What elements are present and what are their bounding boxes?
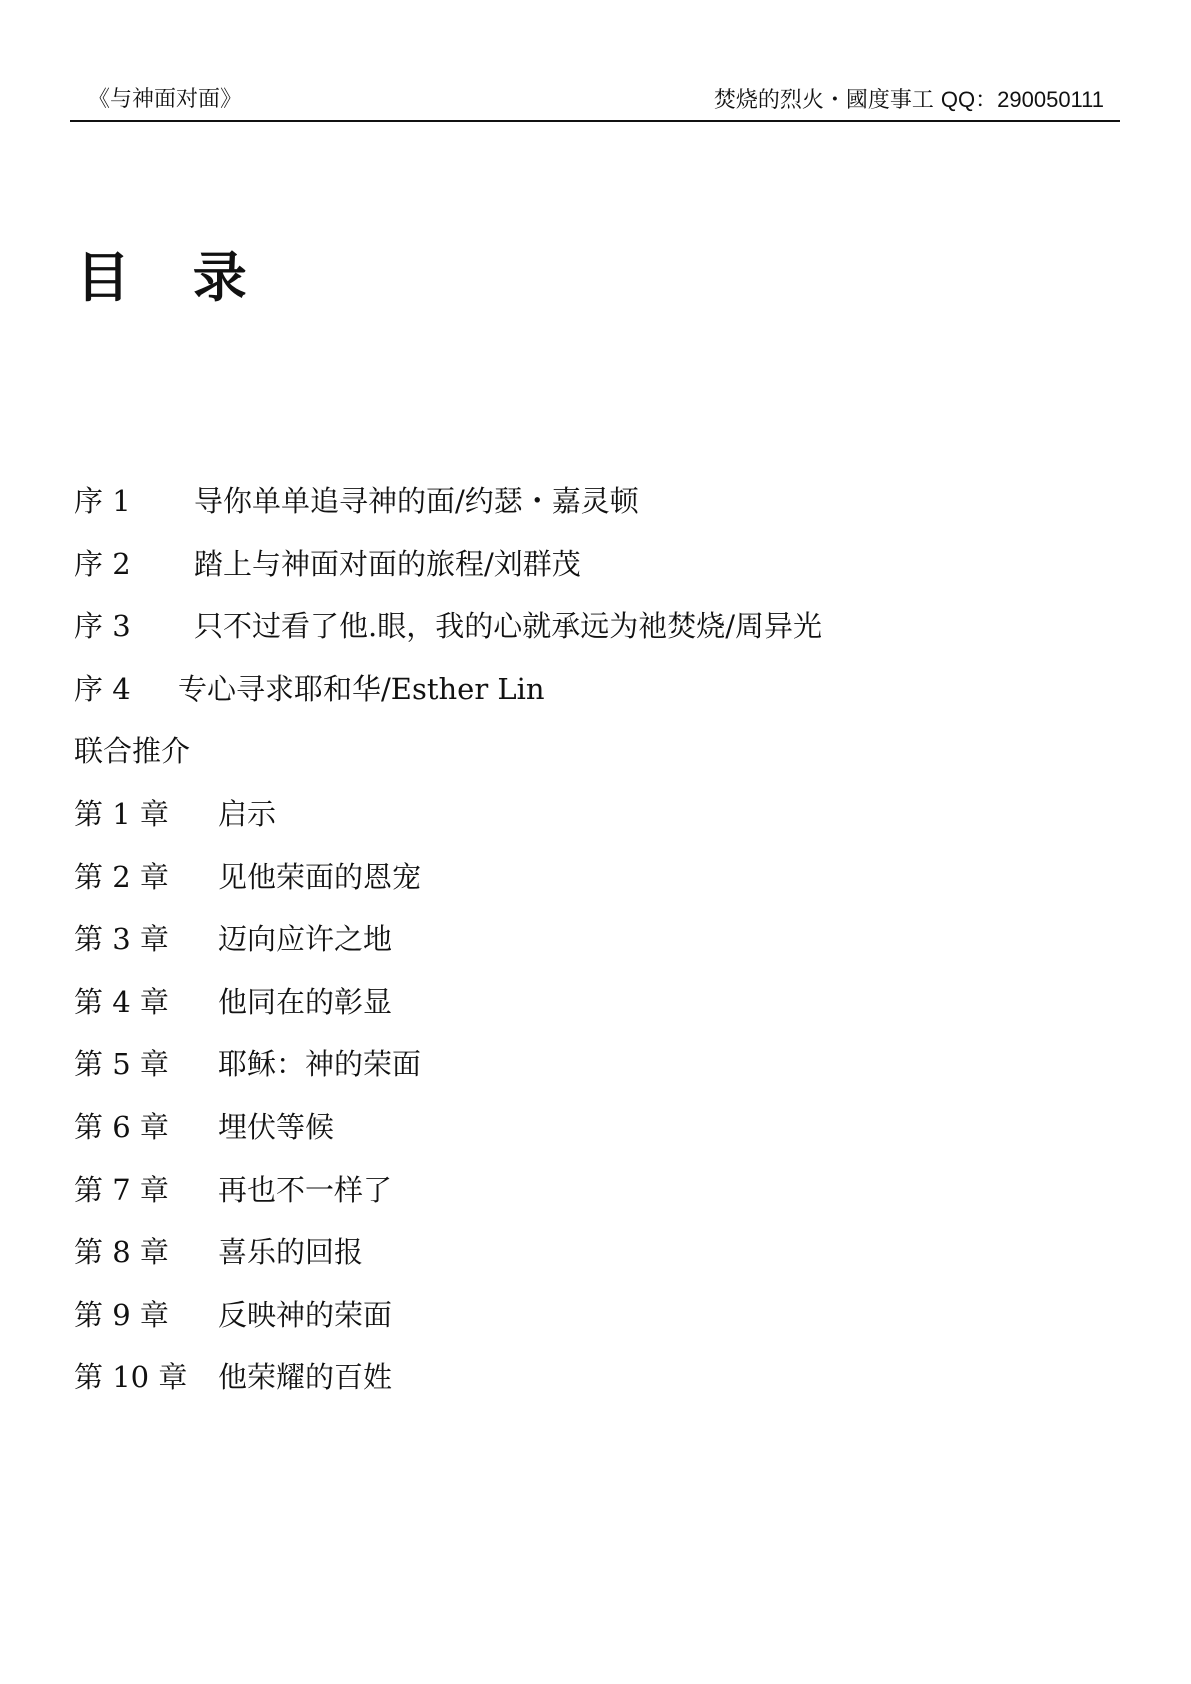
toc-entry-preface-2: [74, 533, 1094, 596]
toc-entry-label: 第 2 章: [74, 859, 169, 894]
toc-entry-label: 第 10 章: [74, 1360, 188, 1395]
toc-entry-title: 只不过看了他.眼，我的心就承远为祂焚烧/周异光: [194, 609, 822, 644]
toc-entry-joint-recommendation: [74, 720, 1094, 783]
toc-entry-title: 他同在的彰显: [218, 984, 393, 1019]
toc-entry-label: 第 7 章: [74, 1172, 169, 1207]
toc-entry-preface-3: [74, 595, 1094, 658]
header-publisher-name: 焚烧的烈火・國度事工: [713, 88, 941, 113]
toc-entry-chapter-5: [74, 1033, 1094, 1096]
page-header: [70, 84, 1120, 122]
toc-entry-title: 专心寻求耶和华/Esther Lin: [178, 671, 545, 706]
toc-entry-title: 踏上与神面对面的旅程/刘群茂: [194, 546, 581, 581]
toc-entry-chapter-1: [74, 783, 1094, 846]
toc-entry-chapter-7: [74, 1159, 1094, 1222]
toc-entry-label: 序 1: [74, 484, 131, 518]
toc-entry-label: 第 9 章: [74, 1297, 169, 1332]
toc-entry-title: 见他荣面的恩宠: [218, 859, 422, 894]
toc-entry-chapter-4: [74, 971, 1094, 1034]
toc-entry-preface-1: [74, 470, 1094, 533]
toc-entry-title: 再也不一样了: [218, 1172, 393, 1207]
toc-entry-chapter-9: [74, 1284, 1094, 1347]
toc-entry-chapter-8: [74, 1221, 1094, 1284]
toc-entry-title: 耶稣：神的荣面: [218, 1047, 422, 1082]
toc-entry-label: 第 5 章: [74, 1047, 169, 1082]
toc-entry-title: 埋伏等候: [218, 1109, 335, 1144]
toc-entry-label: 第 4 章: [74, 984, 169, 1019]
toc-title: 目 录: [76, 245, 269, 309]
header-book-title: 《与神面对面》: [88, 87, 243, 112]
toc-entry-title: 他荣耀的百姓: [218, 1360, 393, 1395]
toc-entry-label: 第 6 章: [74, 1109, 169, 1144]
header-publisher: [714, 86, 1104, 115]
toc-entry-title: 喜乐的回报: [218, 1235, 364, 1270]
toc-entry-label: 序 3: [74, 609, 131, 644]
toc-entry-title: 导你单单追寻神的面/约瑟・嘉灵顿: [194, 484, 639, 518]
toc-entry-title: 迈向应许之地: [218, 922, 393, 957]
header-qq: QQ：290050111: [940, 87, 1104, 112]
toc-entry-label: 第 8 章: [74, 1235, 169, 1270]
toc-entry-chapter-10: [74, 1346, 1094, 1409]
toc-entry-label: 序 4: [74, 671, 131, 706]
toc-entry-chapter-2: [74, 846, 1094, 909]
toc-entry-label: 第 3 章: [74, 922, 169, 957]
toc-entry-title: 反映神的荣面: [218, 1297, 393, 1332]
toc-entry-label: 联合推介: [74, 734, 191, 769]
toc-entry-title: 启示: [218, 796, 277, 831]
toc-entry-chapter-3: [74, 908, 1094, 971]
toc-entry-chapter-6: [74, 1096, 1094, 1159]
toc-entry-label: 序 2: [74, 546, 131, 581]
toc-entry-preface-4: [74, 658, 1094, 721]
toc-list: [74, 470, 1094, 1409]
toc-entry-label: 第 1 章: [74, 796, 169, 831]
